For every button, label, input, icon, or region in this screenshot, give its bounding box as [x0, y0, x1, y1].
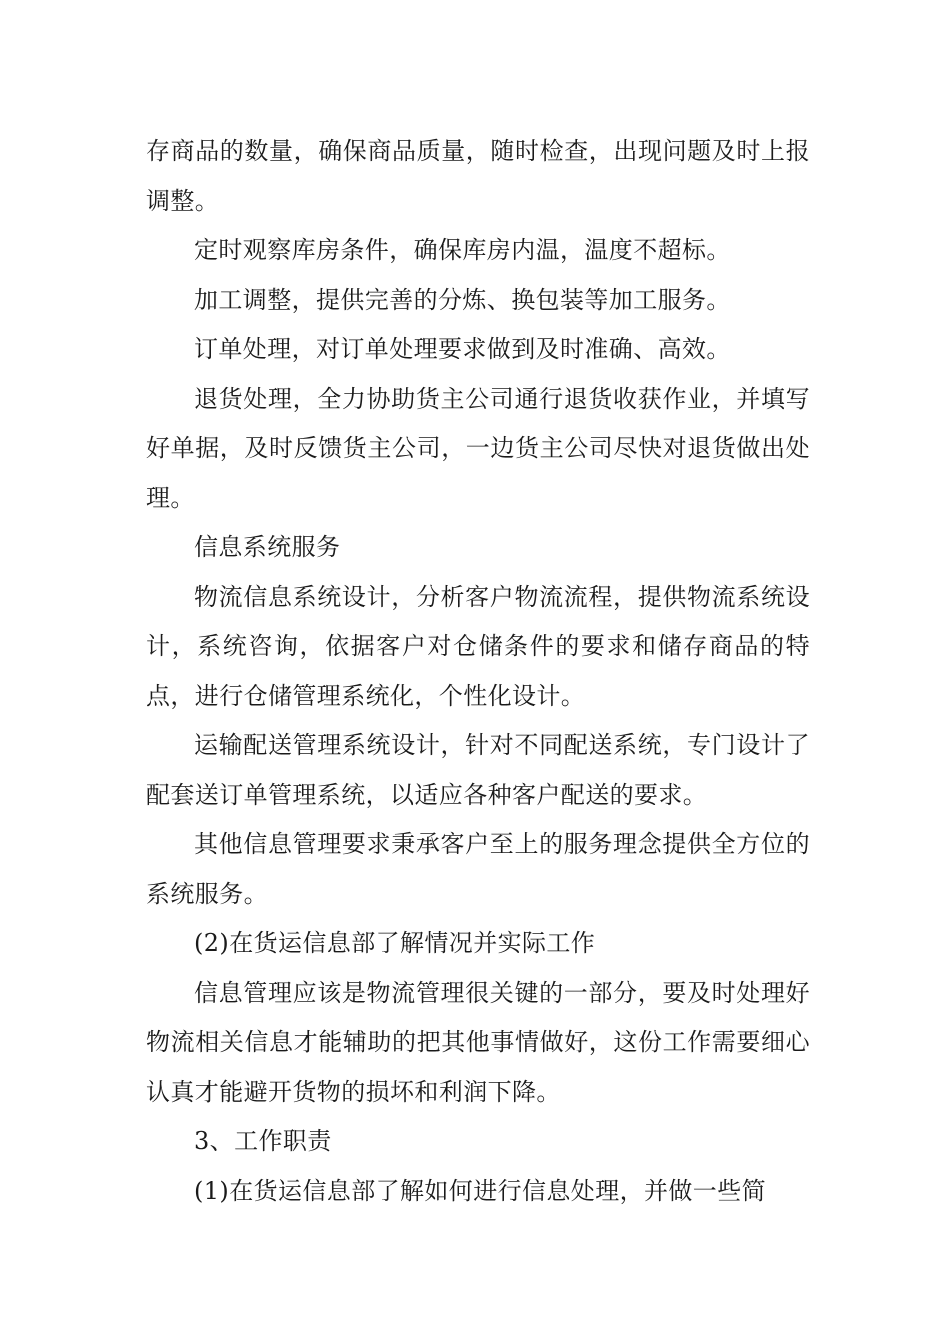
- document-body: [146, 127, 810, 1216]
- paragraph-7: 物流信息系统设计，分析客户物流流程，提供物流系统设计，系统咨询，依据客户对仓储条件的要求和储存商品的特点，进行仓储管理系统化，个性化设计。: [146, 582, 810, 710]
- paragraph-13: (1)在货运信息部了解如何进行信息处理，并做一些简: [194, 1176, 766, 1205]
- paragraph-11: 信息管理应该是物流管理很关键的一部分，要及时处理好物流相关信息才能辅助的把其他事情做好，这份工作需要细心认真才能避开货物的损坏和利润下降。: [146, 978, 810, 1106]
- paragraph-5: 退货处理，全力协助货主公司通行退货收获作业，并填写好单据，及时反馈货主公司，一边货主公司尽快对退货做出处理。: [146, 384, 810, 512]
- paragraph-3: 加工调整，提供完善的分炼、换包装等加工服务。: [194, 285, 731, 314]
- paragraph-4: 订单处理，对订单处理要求做到及时准确、高效。: [194, 335, 731, 363]
- paragraph-2: 定时观察库房条件，确保库房内温，温度不超标。: [194, 236, 731, 264]
- section-heading-2: (2)在货运信息部了解情况并实际工作: [194, 929, 596, 957]
- section-heading-3: 3、工作职责: [194, 1127, 332, 1155]
- section-heading-info-system: 信息系统服务: [194, 533, 341, 561]
- paragraph-8: 运输配送管理系统设计，针对不同配送系统，专门设计了配套送订单管理系统，以适应各种客户配送的要求。: [146, 731, 810, 809]
- paragraph-1: 存商品的数量，确保商品质量，随时检查，出现问题及时上报调整。: [146, 137, 810, 215]
- paragraph-9: 其他信息管理要求秉承客户至上的服务理念提供全方位的系统服务。: [146, 830, 810, 908]
